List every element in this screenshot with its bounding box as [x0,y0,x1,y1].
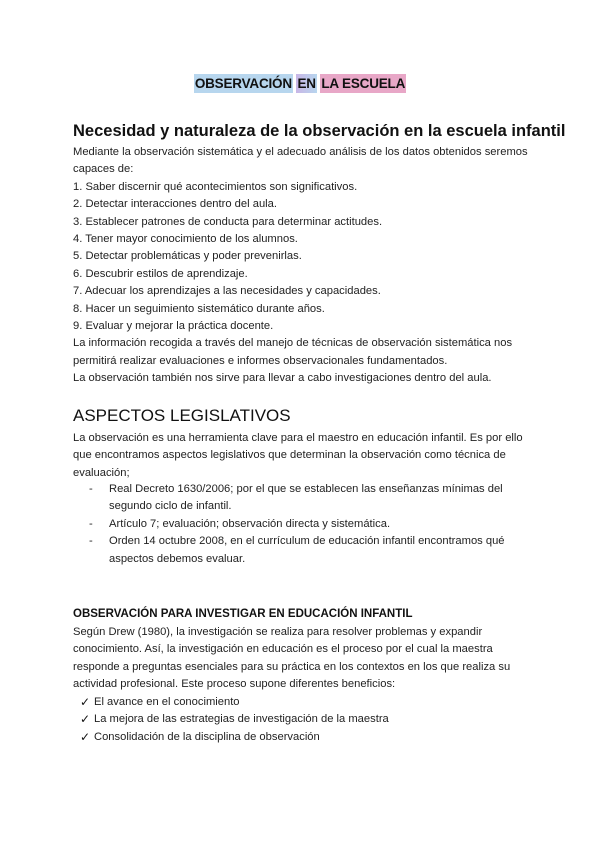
section1-list-item: 1. Saber discernir qué acontecimientos son significativos. [73,180,358,193]
section1-list-item: 2. Detectar interacciones dentro del aula. [73,198,277,211]
section3-line: actividad profesional. Este proceso supone diferentes beneficios: [73,678,396,691]
section1-line: La información recogida a través del manejo de técnicas de observación sistemática nos [73,337,513,350]
legislation-item-line: Real Decreto 1630/2006; por el que se establecen las enseñanzas mínimas del [109,483,503,495]
legislation-item-line: Orden 14 octubre 2008, en el currículum de educación infantil encontramos qué [109,535,505,548]
section1-line: capaces de: [73,163,134,176]
section3-body [73,624,533,694]
section1-body [73,144,533,388]
title-part-2: EN [297,76,316,91]
section2-line: La observación es una herramienta clave para el maestro en educación infantil. Es por ello [73,432,523,444]
title-part-3: LA ESCUELA [321,76,406,91]
section2-line: que encontramos aspectos legislativos que determinan la observación como técnica de [73,449,506,462]
legislation-list [73,481,533,568]
dash-bullet: - [89,517,93,530]
section2-line: evaluación; [73,466,130,479]
document-title [194,76,406,91]
section1-line: Mediante la observación sistemática y el adecuado análisis de los datos obtenidos seremos [73,146,528,158]
title-container [0,73,600,92]
section1-line: permitirá realizar evaluaciones e informes observacionales fundamentados. [73,354,448,367]
section2-body [73,430,533,482]
benefits-checklist [80,694,540,746]
checkmark-icon: ✓ [80,712,91,727]
benefit-item [80,729,540,746]
legislation-item-line: aspectos debemos evaluar. [109,552,246,565]
dash-bullet: - [89,483,93,495]
section2-heading: ASPECTOS LEGISLATIVOS [73,406,291,425]
section3-line: conocimiento. Así, la investigación en educación es el proceso por el cual la maestra [73,643,493,656]
section1-list-item: 8. Hacer un seguimiento sistemático durante años. [73,302,325,315]
section1-list-item: 7. Adecuar los aprendizajes a las necesidades y capacidades. [73,285,381,298]
section3-line: Según Drew (1980), la investigación se realiza para resolver problemas y expandir [73,626,483,638]
checkmark-icon: ✓ [80,695,91,709]
benefit-text: Consolidación de la disciplina de observación [94,730,320,743]
legislation-item-line: Artículo 7; evaluación; observación directa y sistemática. [109,517,391,530]
section1-list-item: 4. Tener mayor conocimiento de los alumnos. [73,233,298,246]
legislation-item [73,481,533,516]
benefit-item [80,694,540,711]
section1-list-item: 6. Descubrir estilos de aprendizaje. [73,267,248,280]
section1-list-item: 5. Detectar problemáticas y poder prevenirlas. [73,250,302,263]
section3-line: responde a preguntas esenciales para su práctica en los contextos en los que realiza su [73,660,511,673]
benefit-text: La mejora de las estrategias de investigación de la maestra [94,713,389,726]
section1-heading: Necesidad y naturaleza de la observación en la escuela infantil [73,122,566,140]
benefit-text: El avance en el conocimiento [94,696,240,708]
legislation-item-line: segundo ciclo de infantil. [109,500,232,513]
benefit-item [80,711,540,728]
section1-list-item: 9. Evaluar y mejorar la práctica docente. [73,320,274,333]
legislation-item [73,516,533,533]
section3-heading: OBSERVACIÓN PARA INVESTIGAR EN EDUCACIÓN INFANTIL [73,608,413,620]
title-part-1: OBSERVACIÓN [194,76,292,91]
section1-list-item: 3. Establecer patrones de conducta para determinar actitudes. [73,215,383,228]
dash-bullet: - [89,535,93,548]
legislation-item [73,533,533,568]
section1-line: La observación también nos sirve para llevar a cabo investigaciones dentro del aula. [73,372,492,385]
checkmark-icon: ✓ [80,729,91,744]
